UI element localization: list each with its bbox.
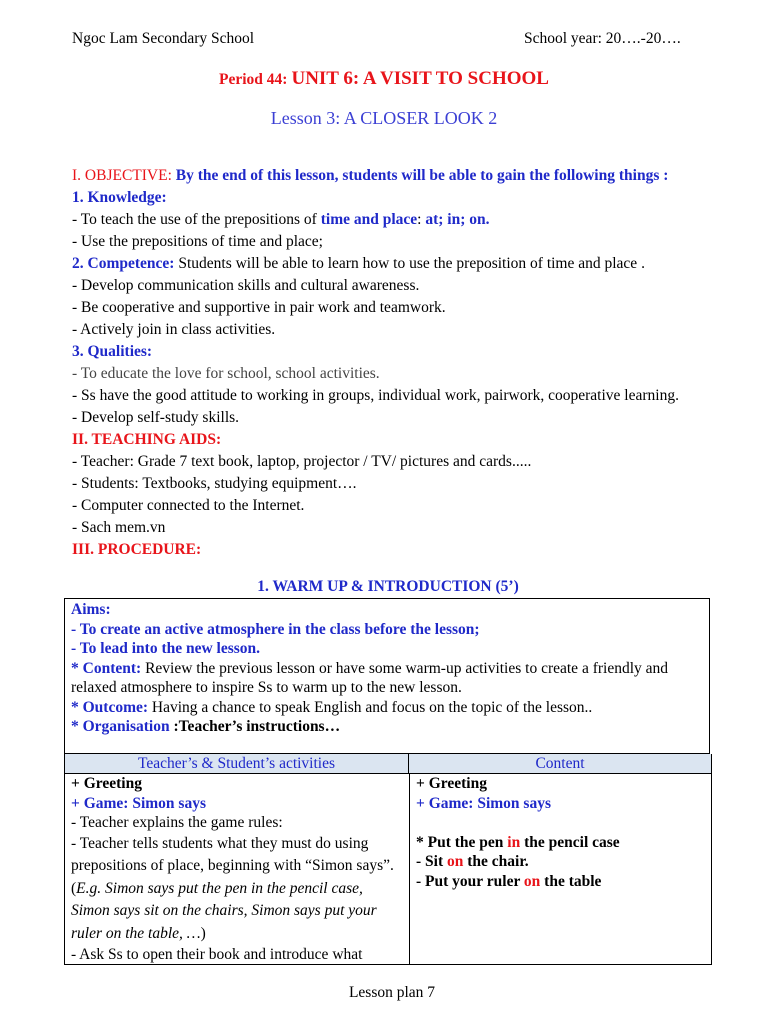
simon-says-item [416,872,706,892]
content-text: Review the previous lesson or have some warm-up activities to create a friendly and [141,659,669,677]
competence-item: - Develop communication skills and cultural awareness. [72,277,420,294]
aids-item: - Teacher: Grade 7 text book, laptop, projector / TV/ pictures and cards..... [72,453,532,470]
knowledge-colon: : [417,211,426,228]
knowledge-emphasis: time and place [320,211,418,228]
content-label: * Content: [71,659,142,677]
aims-box [64,598,710,754]
item-text: - Put your ruler [416,872,524,890]
column-divider [409,754,410,964]
qualities-item: - Develop self-study skills. [72,409,240,426]
ask-line: - Ask Ss to open their book and introduce what [71,946,363,963]
aids-item: - Computer connected to the Internet. [72,497,305,514]
example-text: E.g. Simon says put the pen in the pencil case, Simon says sit on the chairs, Simon says put your ruler on the table, … [71,879,377,942]
activities-table [64,754,712,965]
preposition: in [507,833,521,851]
competence-text: Students will be able to learn how to use the preposition of time and place . [174,255,645,272]
knowledge-prepositions: at; in; on. [425,211,490,228]
competence-heading: 2. Competence: [72,255,175,272]
item-text: - Sit [416,853,447,870]
warmup-title: 1. WARM UP & INTRODUCTION (5’) [257,578,519,595]
objective-lead: By the end of this lesson, students will be able to gain the following things : [175,167,669,184]
game-item: + Game: Simon says [71,794,206,812]
greeting-item: + Greeting [71,775,142,792]
knowledge-line-1 [72,209,722,231]
knowledge-text: - To teach the use of the prepositions of [72,211,321,228]
objectives-section [72,165,722,561]
item-text: the pencil case [520,833,620,851]
item-text: the table [540,872,602,890]
content-greeting: + Greeting [416,775,487,792]
outcome-line [71,698,703,718]
outcome-text: Having a chance to speak English and focus on the topic of the lesson.. [148,698,593,716]
qualities-heading: 3. Qualities: [72,343,153,360]
knowledge-heading: 1. Knowledge: [72,189,167,206]
simon-says-item [416,852,706,872]
spacer-line [416,813,706,833]
competence-item: - Be cooperative and supportive in pair work and teamwork. [72,299,446,316]
knowledge-line-2: - Use the prepositions of time and place; [72,233,323,250]
teacher-tells-text: - Teacher tells students what they must do using prepositions of place, beginning with “Simon says”. ( [71,834,394,897]
content-line-2: relaxed atmosphere to inspire Ss to warm up to the new lesson. [71,679,462,696]
competence-line [72,253,722,275]
unit-title: UNIT 6: A VISIT TO SCHOOL [291,68,549,89]
preposition: on [523,872,541,890]
aims-item: - To lead into the new lesson. [71,640,261,657]
content-header: Content [409,754,711,774]
period-label: Period 44: [219,71,288,88]
page-footer: Lesson plan 7 [348,984,436,1001]
preposition: on [447,853,464,870]
aims-item: - To create an active atmosphere in the class before the lesson; [71,620,480,638]
organisation-label: * Organisation [71,718,174,735]
aids-item: - Sach mem.vn [72,519,166,536]
item-text: the chair. [463,853,529,870]
aims-label: Aims: [71,601,111,618]
aids-item: - Students: Textbooks, studying equipment…. [72,475,357,492]
competence-item: - Actively join in class activities. [72,321,276,338]
activities-column [71,774,405,965]
outcome-label: * Outcome: [71,698,149,716]
school-name: Ngoc Lam Secondary School [72,30,255,47]
objective-line [72,165,722,187]
organisation-line [71,717,703,737]
content-game: + Game: Simon says [416,794,551,812]
content-line [71,659,703,679]
school-year: School year: 20….-20…. [524,30,681,47]
qualities-item: - To educate the love for school, school activities. [72,365,380,382]
organisation-text: :Teacher’s instructions… [173,718,341,735]
page-title [0,68,768,90]
item-text: * Put the pen [416,833,508,851]
content-column [416,774,706,891]
teacher-tells-paragraph [71,833,405,946]
simon-says-item [416,833,706,853]
procedure-heading: III. PROCEDURE: [72,541,202,558]
qualities-item: - Ss have the good attitude to working in groups, individual work, pairwork, cooperative learning. [72,387,679,404]
lesson-title: Lesson 3: A CLOSER LOOK 2 [270,108,498,128]
game-rules-line: - Teacher explains the game rules: [71,814,283,831]
teaching-aids-heading: II. TEACHING AIDS: [72,431,222,448]
example-close: ) [200,924,206,942]
objective-label: I. OBJECTIVE: [72,167,172,184]
activities-header: Teacher’s & Student’s activities [65,754,409,774]
